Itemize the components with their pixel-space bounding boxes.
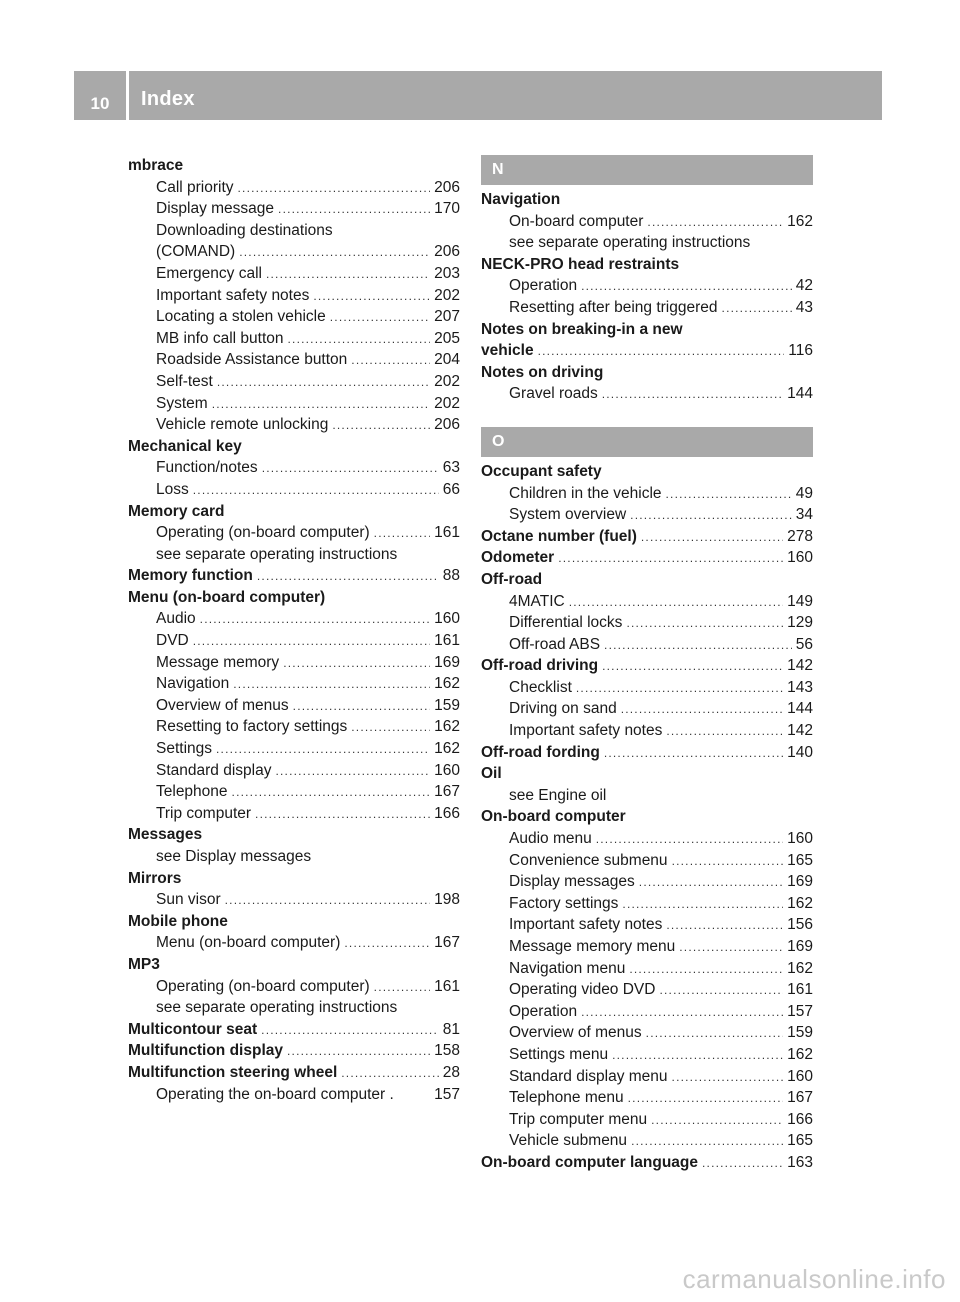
page-reference: 207 — [434, 308, 460, 326]
leader-dots — [604, 742, 783, 765]
leader-dots — [612, 1044, 783, 1067]
page-reference: 116 — [788, 342, 813, 360]
entry-label: Display message — [156, 200, 275, 218]
index-subentry[interactable] — [481, 1022, 813, 1044]
index-subentry[interactable] — [128, 349, 460, 371]
index-note: Downloading destinations — [156, 221, 333, 239]
page-reference: 160 — [434, 610, 460, 628]
index-heading: Notes on breaking-in a new — [481, 320, 683, 338]
entry-label: Multicontour seat — [128, 1020, 258, 1038]
entry-label: Telephone menu — [509, 1089, 624, 1107]
index-subentry[interactable] — [481, 1109, 813, 1131]
page-reference: 42 — [795, 277, 813, 295]
leader-dots — [581, 275, 792, 298]
entry-label: Operating the on-board computer . — [156, 1085, 394, 1103]
index-heading-entry[interactable] — [128, 1062, 460, 1084]
entry-label: Self-test — [156, 372, 213, 390]
leader-dots — [287, 1040, 430, 1063]
entry-label: Important safety notes — [156, 286, 310, 304]
leader-dots — [558, 547, 783, 570]
page-reference: 160 — [434, 761, 460, 779]
page-reference: 143 — [787, 678, 813, 696]
page-reference: 167 — [434, 934, 460, 952]
index-note: see separate operating instructions — [156, 545, 398, 563]
page-reference: 63 — [442, 459, 460, 477]
leader-dots — [596, 828, 783, 851]
entry-label: Menu (on-board computer) — [156, 934, 341, 952]
entry-label: Convenience submenu — [509, 851, 668, 869]
leader-dots — [646, 1022, 783, 1045]
index-subentry[interactable] — [481, 893, 813, 915]
entry-label: MB info call button — [156, 329, 284, 347]
page-reference: 166 — [434, 804, 460, 822]
index-subentry[interactable] — [128, 328, 460, 350]
page-reference: 170 — [434, 200, 460, 218]
leader-dots — [722, 297, 792, 320]
entry-label: Checklist — [509, 678, 572, 696]
entry-label: Settings menu — [509, 1045, 609, 1063]
index-heading: mbrace — [128, 157, 184, 174]
leader-dots — [602, 655, 783, 678]
index-subentry[interactable] — [128, 630, 460, 652]
entry-label: Message memory — [156, 653, 280, 671]
entry-label: Factory settings — [509, 894, 619, 912]
entry-label: Audio — [156, 610, 196, 628]
index-heading: NECK-PRO head restraints — [481, 255, 680, 273]
index-heading: Memory card — [128, 502, 225, 520]
index-subentry[interactable] — [128, 976, 460, 998]
page-reference: 43 — [795, 298, 813, 316]
leader-dots — [621, 698, 783, 721]
leader-dots — [374, 976, 430, 999]
leader-dots — [238, 177, 431, 200]
entry-label: 4MATIC — [509, 592, 565, 610]
page-reference: 160 — [787, 1067, 813, 1085]
page-reference: 206 — [434, 178, 460, 196]
page-reference: 160 — [787, 549, 813, 567]
page-reference: 157 — [434, 1085, 460, 1103]
entry-label: Sun visor — [156, 891, 221, 909]
index-subentry[interactable] — [128, 198, 460, 220]
page-reference: 88 — [442, 567, 460, 585]
section-letter-heading: N — [481, 155, 813, 185]
page-reference: 162 — [787, 212, 813, 230]
index-subentry[interactable] — [128, 285, 460, 307]
index-subentry[interactable] — [481, 504, 813, 526]
leader-dots — [266, 263, 430, 286]
entry-label: Locating a stolen vehicle — [156, 308, 326, 326]
leader-dots — [629, 958, 783, 981]
entry-label: System overview — [509, 506, 627, 524]
entry-label: Off-road ABS — [509, 635, 601, 653]
leader-dots — [288, 328, 431, 351]
page-reference: 160 — [787, 830, 813, 848]
index-subentry[interactable] — [128, 652, 460, 674]
entry-label: Octane number (fuel) — [481, 527, 637, 545]
page-reference: 144 — [787, 700, 813, 718]
entry-label: Vehicle remote unlocking — [156, 416, 329, 434]
index-subentry[interactable] — [481, 1066, 813, 1088]
index-subentry[interactable] — [128, 393, 460, 415]
index-subentry[interactable] — [128, 371, 460, 393]
page-reference: 169 — [787, 938, 813, 955]
page-reference: 165 — [787, 1132, 813, 1150]
header-bar — [74, 71, 882, 120]
leader-dots — [604, 634, 792, 657]
index-note: see separate operating instructions — [156, 999, 398, 1017]
page-reference: 165 — [787, 851, 813, 869]
index-heading-entry[interactable] — [481, 340, 813, 362]
entry-label: Display messages — [509, 873, 635, 891]
index-subentry[interactable] — [481, 1001, 813, 1023]
entry-label: Navigation — [156, 675, 230, 693]
leader-dots — [602, 383, 783, 406]
index-heading: Mechanical key — [128, 437, 242, 455]
leader-dots — [374, 522, 430, 545]
leader-dots — [672, 850, 784, 873]
entry-label: Vehicle submenu — [509, 1132, 628, 1150]
page-reference: 169 — [787, 873, 813, 891]
entry-label: Overview of menus — [509, 1024, 642, 1042]
index-subentry[interactable] — [481, 612, 813, 634]
entry-label: Navigation menu — [509, 959, 626, 977]
index-subentry[interactable] — [481, 677, 813, 699]
leader-dots — [538, 340, 785, 363]
page-reference: 206 — [434, 416, 460, 434]
leader-dots — [233, 673, 430, 696]
leader-dots — [232, 781, 431, 804]
entry-label: DVD — [156, 632, 189, 650]
index-heading-entry[interactable] — [481, 526, 813, 548]
leader-dots — [672, 1066, 784, 1089]
index-subentry[interactable] — [128, 932, 460, 954]
page-reference: 159 — [434, 696, 460, 714]
index-subentry[interactable] — [481, 1130, 813, 1152]
index-heading: Oil — [481, 765, 502, 783]
entry-label: On-board computer — [509, 212, 644, 230]
index-column-left — [128, 155, 460, 1105]
entry-label: Overview of menus — [156, 696, 289, 714]
page-reference: 162 — [787, 1045, 813, 1063]
page-reference: 198 — [434, 891, 460, 909]
index-subentry[interactable] — [481, 979, 813, 1001]
page-reference: 169 — [434, 653, 460, 671]
leader-dots — [278, 198, 430, 221]
page-reference: 161 — [434, 977, 460, 995]
index-subentry[interactable] — [481, 1044, 813, 1066]
entry-label: Function/notes — [156, 459, 258, 477]
index-subentry[interactable] — [481, 297, 813, 319]
page-reference: 144 — [787, 385, 813, 403]
index-subentry[interactable] — [128, 241, 460, 263]
index-note: see Display messages — [156, 848, 312, 865]
index-subentry[interactable] — [481, 698, 813, 720]
page-reference: 166 — [787, 1110, 813, 1128]
page-reference: 161 — [434, 632, 460, 650]
leader-dots — [261, 1019, 439, 1042]
entry-label: Off-road fording — [481, 743, 600, 761]
leader-dots — [628, 1087, 784, 1110]
entry-label: Resetting to factory settings — [156, 718, 348, 736]
index-heading-entry[interactable] — [128, 1040, 460, 1062]
page-reference: 161 — [787, 981, 813, 999]
entry-label: Multifunction display — [128, 1042, 283, 1060]
index-heading: Menu (on-board computer) — [128, 588, 326, 606]
leader-dots — [330, 306, 430, 329]
entry-label: Off-road driving — [481, 657, 599, 675]
page-reference: 161 — [434, 524, 460, 542]
leader-dots — [239, 241, 430, 264]
entry-label: Differential locks — [509, 614, 623, 632]
index-subentry[interactable] — [128, 263, 460, 285]
index-subentry[interactable] — [481, 914, 813, 936]
entry-label: Important safety notes — [509, 722, 663, 740]
page-reference: 162 — [434, 675, 460, 693]
index-subentry[interactable] — [481, 591, 813, 613]
leader-dots — [283, 652, 430, 675]
index-subentry[interactable] — [128, 414, 460, 436]
entry-label: Operation — [509, 1002, 578, 1020]
page-reference: 162 — [787, 959, 813, 977]
leader-dots — [217, 371, 430, 394]
index-subentry[interactable] — [481, 958, 813, 980]
page-reference: 159 — [787, 1024, 813, 1042]
entry-label: Operating (on-board computer) — [156, 524, 370, 542]
page-reference: 129 — [787, 614, 813, 632]
entry-label: Operation — [509, 277, 578, 295]
entry-label: (COMAND) — [156, 243, 236, 261]
index-subentry[interactable] — [128, 889, 460, 911]
index-subentry[interactable] — [481, 828, 813, 850]
leader-dots — [344, 932, 430, 955]
index-heading: Navigation — [481, 191, 561, 208]
entry-label: Trip computer menu — [509, 1110, 648, 1128]
page-reference: 167 — [787, 1089, 813, 1107]
leader-dots — [193, 479, 439, 502]
page-reference: 162 — [434, 718, 460, 736]
leader-dots — [576, 677, 783, 700]
entry-label: Operating (on-board computer) — [156, 977, 370, 995]
index-subentry[interactable] — [128, 760, 460, 782]
index-note: see Engine oil — [509, 786, 607, 804]
index-subentry[interactable] — [481, 275, 813, 297]
entry-label: Roadside Assistance button — [156, 351, 348, 369]
leader-dots — [193, 630, 430, 653]
leader-dots — [679, 936, 783, 959]
leader-dots — [225, 889, 431, 912]
watermark: carmanualsonline.info — [682, 1264, 946, 1294]
index-subentry[interactable] — [481, 383, 813, 405]
leader-dots — [341, 1062, 438, 1085]
entry-label: Trip computer — [156, 804, 252, 822]
leader-dots — [659, 979, 783, 1002]
entry-label: Audio menu — [509, 830, 592, 848]
leader-dots — [702, 1152, 783, 1175]
index-subentry[interactable] — [128, 177, 460, 199]
leader-dots — [351, 716, 430, 739]
page-reference: 49 — [795, 484, 813, 502]
index-subentry[interactable] — [128, 457, 460, 479]
entry-label: System — [156, 394, 208, 412]
index-note: see separate operating instructions — [509, 234, 751, 252]
page-reference: 34 — [795, 506, 813, 524]
entry-label: Settings — [156, 740, 213, 758]
page-reference: 162 — [787, 894, 813, 912]
leader-dots — [257, 565, 439, 588]
index-heading: Off-road — [481, 570, 543, 588]
index-subentry[interactable] — [128, 781, 460, 803]
entry-label: Telephone — [156, 783, 228, 801]
leader-dots — [641, 526, 783, 549]
page-reference: 202 — [434, 372, 460, 390]
index-subentry[interactable] — [128, 738, 460, 760]
page-title: Index — [141, 88, 195, 110]
section-letter-heading: O — [481, 427, 813, 457]
index-subentry[interactable] — [128, 803, 460, 825]
page-reference: 204 — [434, 351, 460, 369]
index-subentry[interactable] — [481, 936, 813, 958]
leader-dots — [666, 720, 783, 743]
entry-label: Children in the vehicle — [509, 484, 662, 502]
entry-label: Standard display menu — [509, 1067, 668, 1085]
page-reference: 202 — [434, 286, 460, 304]
entry-label: Memory function — [128, 567, 253, 585]
leader-dots — [630, 504, 792, 527]
leader-dots — [622, 893, 783, 916]
index-subentry[interactable] — [128, 1084, 460, 1106]
index-heading-entry[interactable] — [128, 565, 460, 587]
entry-label: Gravel roads — [509, 385, 598, 403]
entry-label: Multifunction steering wheel — [128, 1063, 338, 1081]
leader-dots — [275, 760, 430, 783]
entry-label: Message memory menu — [509, 938, 676, 955]
page-reference: 66 — [442, 480, 460, 498]
index-subentry[interactable] — [481, 634, 813, 656]
index-heading-entry[interactable] — [481, 655, 813, 677]
index-heading: Messages — [128, 826, 203, 844]
page-reference: 156 — [787, 916, 813, 934]
header-divider — [126, 71, 129, 120]
index-heading-entry[interactable] — [481, 547, 813, 569]
index-heading: On-board computer — [481, 808, 626, 826]
page-reference: 56 — [795, 635, 813, 653]
page-reference: 142 — [787, 722, 813, 740]
index-subentry[interactable] — [481, 1087, 813, 1109]
entry-label: On-board computer language — [481, 1153, 699, 1171]
leader-dots — [651, 1109, 783, 1132]
leader-dots — [647, 211, 783, 234]
entry-label: Operating video DVD — [509, 981, 656, 999]
index-subentry[interactable] — [128, 608, 460, 630]
entry-label: Driving on sand — [509, 700, 617, 718]
index-heading: Mirrors — [128, 869, 182, 887]
leader-dots — [332, 414, 430, 437]
page-reference: 157 — [787, 1002, 813, 1020]
leader-dots — [626, 612, 783, 635]
entry-label: Loss — [156, 480, 189, 498]
leader-dots — [639, 871, 783, 894]
index-column-right — [481, 155, 813, 1174]
page-reference: 203 — [434, 264, 460, 282]
leader-dots — [313, 285, 430, 308]
page-reference: 28 — [442, 1063, 460, 1081]
index-heading-entry[interactable] — [128, 1019, 460, 1041]
leader-dots — [293, 695, 430, 718]
index-heading-entry[interactable] — [481, 1152, 813, 1174]
entry-label: Odometer — [481, 549, 555, 567]
leader-dots — [631, 1130, 783, 1153]
index-subentry[interactable] — [128, 522, 460, 544]
leader-dots — [666, 914, 783, 937]
index-heading: Occupant safety — [481, 462, 602, 480]
page-reference: 167 — [434, 783, 460, 801]
leader-dots — [666, 483, 792, 506]
index-subentry[interactable] — [481, 871, 813, 893]
entry-label: Standard display — [156, 761, 272, 779]
index-subentry[interactable] — [128, 673, 460, 695]
leader-dots — [262, 457, 439, 480]
index-subentry[interactable] — [481, 720, 813, 742]
page-reference: 162 — [434, 740, 460, 758]
index-subentry[interactable] — [481, 211, 813, 233]
page-reference: 140 — [787, 743, 813, 761]
index-subentry[interactable] — [128, 716, 460, 738]
entry-label: Emergency call — [156, 264, 262, 282]
index-heading: Mobile phone — [128, 912, 228, 930]
entry-label: Important safety notes — [509, 916, 663, 934]
page-reference: 142 — [787, 657, 813, 675]
entry-label: vehicle — [481, 342, 534, 360]
index-subentry[interactable] — [481, 483, 813, 505]
page-reference: 158 — [434, 1042, 460, 1060]
page-reference: 202 — [434, 394, 460, 412]
leader-dots — [212, 393, 430, 416]
page-reference: 206 — [434, 243, 460, 261]
leader-dots — [200, 608, 430, 631]
page-reference: 81 — [442, 1020, 460, 1038]
index-subentry[interactable] — [128, 695, 460, 717]
entry-label: Call priority — [156, 178, 234, 196]
index-subentry[interactable] — [128, 306, 460, 328]
page-reference: 205 — [434, 329, 460, 347]
page-reference: 163 — [787, 1153, 813, 1171]
leader-dots — [581, 1001, 783, 1024]
leader-dots — [351, 349, 430, 372]
entry-label: Resetting after being triggered — [509, 298, 718, 316]
leader-dots — [216, 738, 430, 761]
index-subentry[interactable] — [128, 479, 460, 501]
index-subentry[interactable] — [481, 850, 813, 872]
page-reference: 149 — [787, 592, 813, 610]
leader-dots — [569, 591, 783, 614]
page-reference: 278 — [787, 527, 813, 545]
leader-dots — [255, 803, 430, 826]
index-heading: Notes on driving — [481, 363, 604, 381]
index-heading: MP3 — [128, 955, 160, 973]
page-number: 10 — [90, 94, 110, 113]
index-heading-entry[interactable] — [481, 742, 813, 764]
